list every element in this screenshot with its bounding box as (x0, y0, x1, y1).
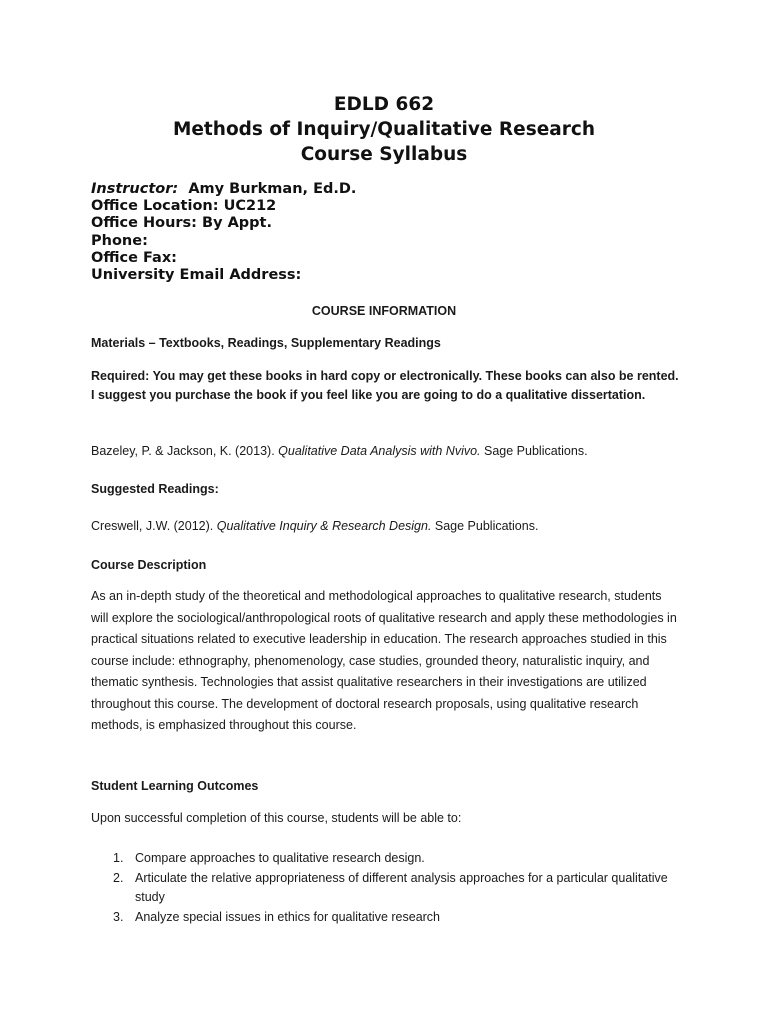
suggested-book-citation (91, 519, 681, 533)
title-block (0, 92, 768, 167)
course-code: EDLD 662 (333, 94, 435, 115)
list-item-text: Analyze special issues in ethics for qualitative research (135, 909, 441, 924)
office-hours: Office Hours: By Appt. (91, 215, 272, 232)
outcomes-list (91, 849, 681, 927)
list-item (91, 908, 681, 928)
email-address: University Email Address: (91, 267, 302, 284)
suggested-book-publisher: Sage Publications. (431, 519, 539, 533)
list-item-text: Compare approaches to qualitative research design. (135, 851, 425, 865)
list-item-number: 2. (113, 870, 124, 885)
required-book-title: Qualitative Data Analysis with Nvivo. (278, 444, 481, 458)
course-description-heading: Course Description (91, 558, 207, 572)
required-book-publisher: Sage Publications. (480, 444, 588, 458)
list-item-text: Articulate the relative appropriateness of different analysis approaches for a particular qualitative study (135, 870, 668, 904)
materials-heading: Materials – Textbooks, Readings, Supplementary Readings (91, 336, 441, 350)
course-information-heading: COURSE INFORMATION (311, 304, 457, 318)
contact-block (91, 181, 356, 284)
phone: Phone: (91, 232, 148, 249)
suggested-readings-heading: Suggested Readings: (91, 482, 219, 496)
list-item-number: 1. (113, 851, 124, 865)
instructor-label: Instructor: (91, 181, 179, 197)
course-title: Methods of Inquiry/Qualitative Research (172, 119, 596, 140)
office-fax: Office Fax: (91, 249, 177, 266)
course-description-text: As an in-depth study of the theoretical and methodological approaches to qualitative research, students will explore the sociological/anthropological roots of qualitative research and apply these methodologies in practical situations related to executive leadership in education. The research approaches studied in this course include: ethnography, phenomenology, case studies, grounded theory, naturalistic inquiry, and thematic synthesis. Technologies that assist qualitative researchers in their investigations are utilized throughout this course. The development of doctoral research proposals, using qualitative research methods, is emphasized throughout this course. (91, 589, 677, 732)
suggested-book-authors: Creswell, J.W. (2012). (91, 519, 217, 533)
required-book-citation (91, 444, 681, 458)
suggested-book-title: Qualitative Inquiry & Research Design. (216, 519, 432, 533)
office-location: Office Location: UC212 (91, 198, 277, 215)
required-note: Required: You may get these books in hard copy or electronically. These books can also be rented. I suggest you purchase the book if you feel like you are going to do a qualitative dissertation. (91, 369, 679, 402)
instructor-line (91, 181, 356, 198)
required-book-authors: Bazeley, P. & Jackson, K. (2013). (91, 444, 279, 458)
list-item-number: 3. (113, 909, 124, 924)
list-item (91, 849, 681, 869)
instructor-name: Amy Burkman, Ed.D. (188, 181, 357, 197)
list-item (91, 869, 681, 908)
outcomes-intro: Upon successful completion of this course, students will be able to: (91, 811, 462, 825)
learning-outcomes-heading: Student Learning Outcomes (91, 779, 259, 793)
document-type: Course Syllabus (300, 144, 468, 165)
